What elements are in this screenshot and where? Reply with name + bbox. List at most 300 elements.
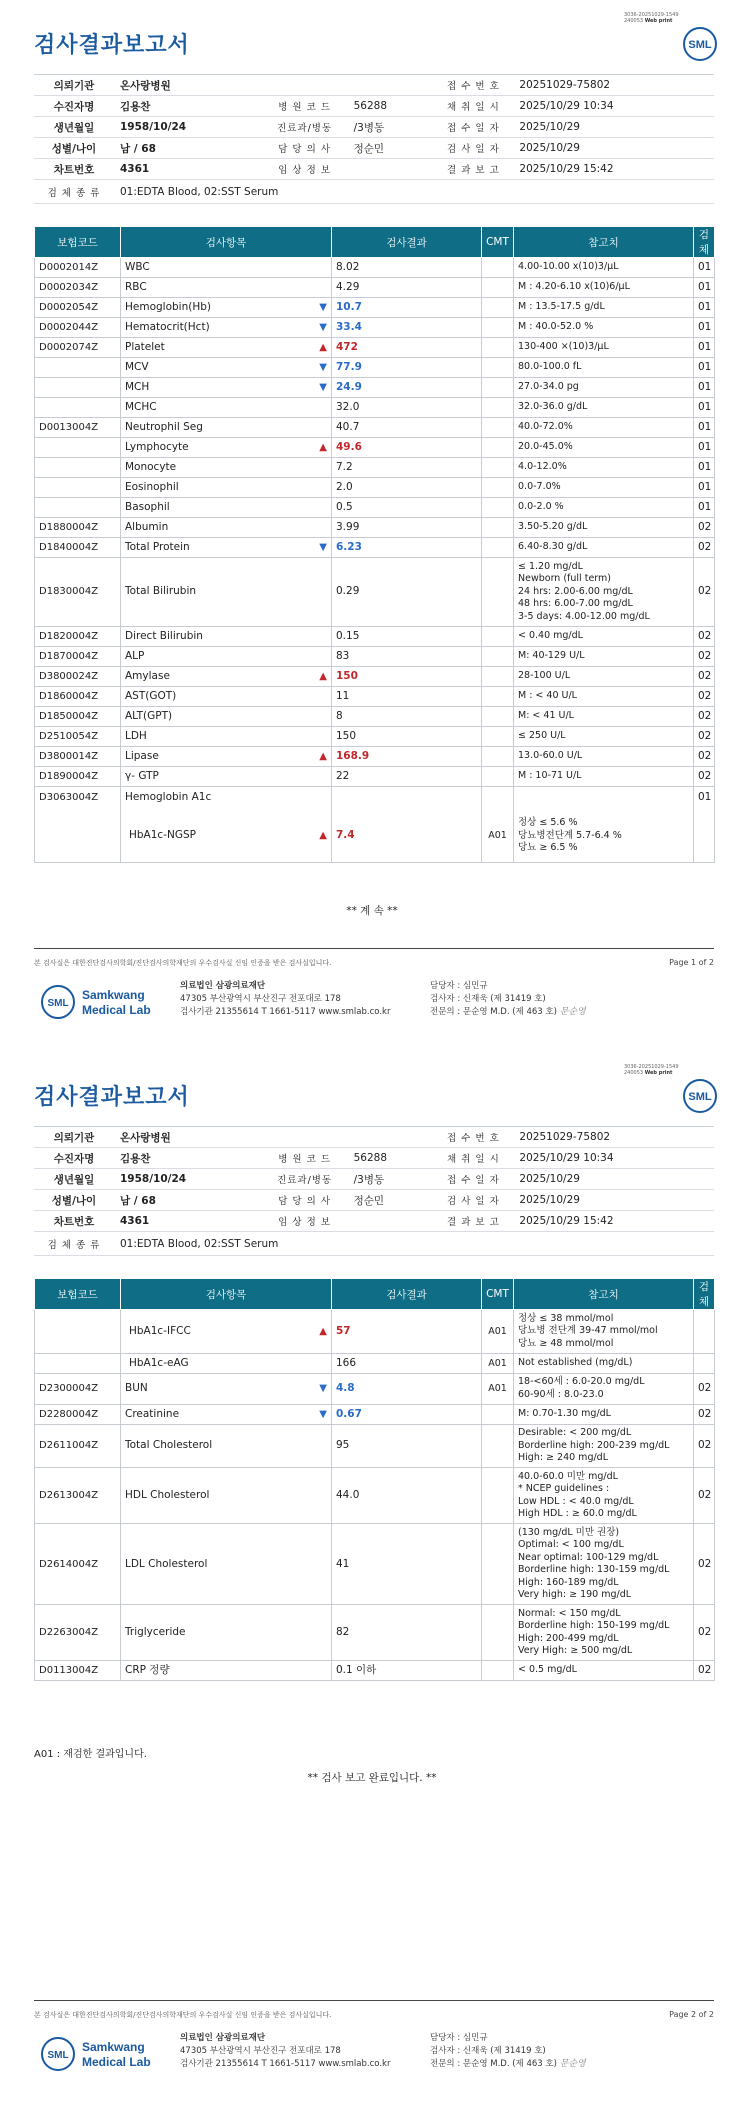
- test-ref: M: 40-129 U/L: [514, 646, 694, 666]
- report-time-label: 결 과 보 고: [433, 1211, 513, 1232]
- test-seq: 01: [694, 438, 715, 458]
- test-cmt: [482, 1524, 514, 1605]
- test-seq: 02: [694, 1661, 715, 1681]
- test-item: Hematocrit(Hct) ▼: [121, 318, 332, 338]
- test-code: D0002074Z: [35, 338, 121, 358]
- hba1c-ngsp-name: HbA1c-NGSP: [129, 829, 196, 842]
- report-title: 검사결과보고서: [34, 33, 190, 58]
- test-code: [35, 378, 121, 398]
- test-code: [35, 438, 121, 458]
- result-row: [35, 458, 715, 478]
- test-result: 0.1 이하: [332, 1661, 482, 1681]
- flag-up-icon: ▲: [319, 1325, 327, 1337]
- test-seq: 02: [694, 626, 715, 646]
- page-number: Page 2 of 2: [669, 2010, 714, 2019]
- test-item: BUN ▼: [121, 1373, 332, 1404]
- test-code: D0013004Z: [35, 418, 121, 438]
- test-code: D1840004Z: [35, 538, 121, 558]
- dob-value: 1958/10/24: [114, 117, 262, 138]
- test-date-value: 2025/10/29: [513, 138, 714, 159]
- test-seq: 01: [694, 458, 715, 478]
- test-result: 166: [332, 1353, 482, 1373]
- specimen-label: 검 체 종 류: [34, 180, 114, 204]
- test-result: 3.99: [332, 518, 482, 538]
- test-seq: [694, 1353, 715, 1373]
- result-row: [35, 518, 715, 538]
- test-seq: 02: [694, 686, 715, 706]
- test-result: 0.15: [332, 626, 482, 646]
- svg-text:Samkwang: Samkwang: [82, 2040, 145, 2054]
- test-cmt: [482, 646, 514, 666]
- test-item: Total Cholesterol: [121, 1424, 332, 1468]
- doctor-value: 정순민: [348, 138, 434, 159]
- test-cmt: [482, 1605, 514, 1661]
- patient-info-table: [34, 74, 714, 204]
- sml-logo-icon: [682, 26, 718, 62]
- test-cmt: [482, 666, 514, 686]
- test-ref: M: < 41 U/L: [514, 706, 694, 726]
- test-code: D0002034Z: [35, 278, 121, 298]
- test-ref: 80.0-100.0 fL: [514, 358, 694, 378]
- test-cmt: [482, 438, 514, 458]
- test-ref: M : 4.20-6.10 x(10)6/μL: [514, 278, 694, 298]
- test-result: 82: [332, 1605, 482, 1661]
- result-row: [35, 1310, 715, 1354]
- test-item: MCH ▼: [121, 378, 332, 398]
- result-row: [35, 438, 715, 458]
- test-result: 150: [332, 726, 482, 746]
- test-code: D1820004Z: [35, 626, 121, 646]
- test-cmt: [482, 1404, 514, 1424]
- test-cmt: [482, 538, 514, 558]
- test-result: 33.4: [332, 318, 482, 338]
- test-item: WBC: [121, 258, 332, 278]
- chart-value: 4361: [114, 1211, 262, 1232]
- test-code: [35, 458, 121, 478]
- test-result: 4.29: [332, 278, 482, 298]
- test-item: Lymphocyte ▲: [121, 438, 332, 458]
- test-result: 24.9: [332, 378, 482, 398]
- test-seq: 02: [694, 1404, 715, 1424]
- test-cmt: A01: [482, 1310, 514, 1354]
- result-row: [35, 706, 715, 726]
- test-code: D1870004Z: [35, 646, 121, 666]
- hosp-code-label: 병 원 코 드: [262, 1148, 348, 1169]
- test-date-value: 2025/10/29: [513, 1190, 714, 1211]
- test-cmt: [482, 1661, 514, 1681]
- test-code: D3800024Z: [35, 666, 121, 686]
- test-date-label: 검 사 일 자: [433, 138, 513, 159]
- result-row: [35, 746, 715, 766]
- test-seq: 02: [694, 1605, 715, 1661]
- recheck-note: A01 : 재검한 결과입니다.: [34, 1749, 147, 1760]
- test-cmt: [482, 378, 514, 398]
- hosp-code-value: 56288: [348, 96, 434, 117]
- test-cmt: [482, 418, 514, 438]
- patient-value: 김용찬: [114, 96, 262, 117]
- test-seq: 01: [694, 258, 715, 278]
- patient-info-table: [34, 1126, 714, 1256]
- footer-cert: 본 검사실은 대한진단검사의학회/진단검사의학재단의 우수검사실 신임 인증을 받은 검사실입니다.: [34, 959, 332, 967]
- result-row: [35, 1373, 715, 1404]
- test-item: HDL Cholesterol: [121, 1468, 332, 1524]
- test-item: Neutrophil Seg: [121, 418, 332, 438]
- flag-up-icon: ▲: [319, 342, 327, 353]
- specimen-value: 01:EDTA Blood, 02:SST Serum: [114, 1232, 714, 1256]
- test-ref: Normal: < 150 mg/dL Borderline high: 150-199 mg/dL High: 200-499 mg/dL Very High: ≥ 500 mg/dL: [514, 1605, 694, 1661]
- result-row: [35, 358, 715, 378]
- test-result: 150: [332, 666, 482, 686]
- test-cmt: [482, 338, 514, 358]
- sexage-value: 남 / 68: [114, 138, 262, 159]
- test-seq: 02: [694, 518, 715, 538]
- test-item: Platelet ▲: [121, 338, 332, 358]
- test-result: 7.2: [332, 458, 482, 478]
- test-ref: < 0.40 mg/dL: [514, 626, 694, 646]
- test-seq: 01: [694, 358, 715, 378]
- test-cmt: [482, 258, 514, 278]
- test-seq: 02: [694, 1468, 715, 1524]
- test-result: 6.23: [332, 538, 482, 558]
- test-ref: (130 mg/dL 미만 권장) Optimal: < 100 mg/dL Near optimal: 100-129 mg/dL Borderline high: 130-159 mg/dL High: 160-189 mg/dL Very high: ≥ 190 mg/dL: [514, 1524, 694, 1605]
- test-cmt: [482, 686, 514, 706]
- patient-value: 김용찬: [114, 1148, 262, 1169]
- test-seq: 02: [694, 646, 715, 666]
- clinical-value: [348, 159, 434, 180]
- recv-value: 20251029-75802: [513, 75, 714, 96]
- flag-down-icon: ▼: [319, 302, 327, 313]
- footer-org: 의료법인 삼광의료재단 47305 부산광역시 부산진구 전포대로 178 검사기관 21355614 T 1661-5117 www.smlab.co.kr: [180, 2033, 391, 2069]
- test-cmt: A01: [482, 1373, 514, 1404]
- test-ref: 13.0-60.0 U/L: [514, 746, 694, 766]
- specimen-label: 검 체 종 류: [34, 1232, 114, 1256]
- result-row: [35, 1468, 715, 1524]
- test-seq: 02: [694, 746, 715, 766]
- test-result: 10.7: [332, 298, 482, 318]
- flag-up-icon: ▲: [319, 670, 327, 682]
- test-code: D1890004Z: [35, 766, 121, 786]
- svg-text:Medical Lab: Medical Lab: [82, 1003, 151, 1017]
- test-seq: 01: [694, 318, 715, 338]
- test-cmt: [482, 358, 514, 378]
- sml-logo-text: SML: [688, 39, 712, 51]
- test-ref: M : 10-71 U/L: [514, 766, 694, 786]
- svg-text:Medical Lab: Medical Lab: [82, 2055, 151, 2069]
- collect-value: 2025/10/29 10:34: [513, 1148, 714, 1169]
- hba1c-ngsp-row: [35, 810, 715, 862]
- test-result: 32.0: [332, 398, 482, 418]
- result-row: [35, 1661, 715, 1681]
- test-ref: 32.0-36.0 g/dL: [514, 398, 694, 418]
- sml-logo-icon: [682, 1078, 718, 1114]
- test-result: 0.29: [332, 558, 482, 627]
- footer-org: 의료법인 삼광의료재단 47305 부산광역시 부산진구 전포대로 178 검사기관 21355614 T 1661-5117 www.smlab.co.kr: [180, 981, 391, 1017]
- recv-date-value: 2025/10/29: [513, 1169, 714, 1190]
- test-result: 83: [332, 646, 482, 666]
- test-code: D2280004Z: [35, 1404, 121, 1424]
- test-ref: M : 13.5-17.5 g/dL: [514, 298, 694, 318]
- report-title: 검사결과보고서: [34, 1085, 190, 1110]
- result-row: [35, 538, 715, 558]
- test-seq: 02: [694, 726, 715, 746]
- result-row: [35, 418, 715, 438]
- test-item: Direct Bilirubin: [121, 626, 332, 646]
- col-ref: 참고치: [514, 1279, 694, 1310]
- test-item: ALP: [121, 646, 332, 666]
- test-item: HbA1c-eAG: [121, 1353, 332, 1373]
- test-ref: 20.0-45.0%: [514, 438, 694, 458]
- flag-up-icon: ▲: [319, 750, 327, 762]
- dept-label: 진료과/병동: [262, 117, 348, 138]
- test-code: D2263004Z: [35, 1605, 121, 1661]
- test-seq: 01: [694, 398, 715, 418]
- test-code: D2614004Z: [35, 1524, 121, 1605]
- recv-label: 접 수 번 호: [433, 1127, 513, 1148]
- test-code: D0002044Z: [35, 318, 121, 338]
- test-item: LDL Cholesterol: [121, 1524, 332, 1605]
- svg-text:SML: SML: [47, 998, 69, 1009]
- test-ref: Not established (mg/dL): [514, 1353, 694, 1373]
- collect-label: 채 취 일 시: [433, 96, 513, 117]
- sexage-label: 성별/나이: [34, 1190, 114, 1211]
- test-result: 77.9: [332, 358, 482, 378]
- test-item: Total Protein ▼: [121, 538, 332, 558]
- report-complete-mark: ** 검사 보고 완료입니다. **: [307, 1772, 437, 1784]
- test-seq: 02: [694, 706, 715, 726]
- continue-mark: ** 계 속 **: [346, 905, 398, 917]
- svg-text:SML: SML: [47, 2050, 69, 2061]
- test-result: 41: [332, 1524, 482, 1605]
- hba1c-item: Hemoglobin A1c: [121, 786, 332, 810]
- signature-mark: 문순영: [559, 2059, 586, 2069]
- chart-value: 4361: [114, 159, 262, 180]
- test-seq: 01: [694, 338, 715, 358]
- dob-value: 1958/10/24: [114, 1169, 262, 1190]
- test-item: AST(GOT): [121, 686, 332, 706]
- result-row: [35, 318, 715, 338]
- recv-date-label: 접 수 일 자: [433, 117, 513, 138]
- test-ref: 4.00-10.00 x(10)3/μL: [514, 258, 694, 278]
- clinical-label: 임 상 정 보: [262, 1211, 348, 1232]
- result-row: [35, 258, 715, 278]
- flag-down-icon: ▼: [319, 322, 327, 333]
- test-code: D2611004Z: [35, 1424, 121, 1468]
- test-ref: 6.40-8.30 g/dL: [514, 538, 694, 558]
- sexage-label: 성별/나이: [34, 138, 114, 159]
- result-row: [35, 1353, 715, 1373]
- test-item: Lipase ▲: [121, 746, 332, 766]
- report-time-value: 2025/10/29 15:42: [513, 159, 714, 180]
- flag-down-icon: ▼: [319, 1408, 327, 1420]
- dob-label: 생년월일: [34, 1169, 114, 1190]
- test-seq: 02: [694, 766, 715, 786]
- hosp-code-label: 병 원 코 드: [262, 96, 348, 117]
- test-code: D2300004Z: [35, 1373, 121, 1404]
- test-result: 49.6: [332, 438, 482, 458]
- test-code: [35, 498, 121, 518]
- inst-label: 의뢰기관: [34, 1127, 114, 1148]
- result-row: [35, 398, 715, 418]
- footer-signers: 담당자 : 심민규 검사자 : 신재욱 (제 31419 호) 전문의 : 문순영 M.D. (제 463 호) 문순영: [430, 981, 586, 1017]
- hba1c-ngsp-ref: 정상 ≤ 5.6 % 당뇨병전단계 5.7-6.4 % 당뇨 ≥ 6.5 %: [514, 810, 694, 862]
- flag-down-icon: ▼: [319, 382, 327, 393]
- result-row: [35, 298, 715, 318]
- test-ref: Desirable: < 200 mg/dL Borderline high: 200-239 mg/dL High: ≥ 240 mg/dL: [514, 1424, 694, 1468]
- test-code: [35, 1353, 121, 1373]
- test-ref: 0.0-2.0 %: [514, 498, 694, 518]
- test-item: Eosinophil: [121, 478, 332, 498]
- flag-up-icon: ▲: [319, 442, 327, 453]
- svg-text:Samkwang: Samkwang: [82, 988, 145, 1002]
- flag-down-icon: ▼: [319, 362, 327, 373]
- inst-value: 온사랑병원: [114, 1127, 433, 1148]
- test-code: D2510054Z: [35, 726, 121, 746]
- col-code: 보험코드: [35, 1279, 121, 1310]
- test-item: Basophil: [121, 498, 332, 518]
- test-code: D1850004Z: [35, 706, 121, 726]
- results-table-page-1: [34, 226, 715, 863]
- report-time-value: 2025/10/29 15:42: [513, 1211, 714, 1232]
- test-seq: 02: [694, 1524, 715, 1605]
- patient-label: 수진자명: [34, 96, 114, 117]
- test-ref: 27.0-34.0 pg: [514, 378, 694, 398]
- test-item: MCHC: [121, 398, 332, 418]
- test-code: D0002054Z: [35, 298, 121, 318]
- result-row: [35, 1605, 715, 1661]
- inst-label: 의뢰기관: [34, 75, 114, 96]
- result-row: [35, 1424, 715, 1468]
- test-result: 40.7: [332, 418, 482, 438]
- col-code: 보험코드: [35, 227, 121, 258]
- test-cmt: [482, 498, 514, 518]
- col-item: 검사항목: [121, 227, 332, 258]
- test-code: D1830004Z: [35, 558, 121, 627]
- test-code: D0002014Z: [35, 258, 121, 278]
- report-page-2: [0, 1052, 744, 2104]
- test-ref: M : 40.0-52.0 %: [514, 318, 694, 338]
- test-ref: M : < 40 U/L: [514, 686, 694, 706]
- test-code: D1860004Z: [35, 686, 121, 706]
- test-code: [35, 358, 121, 378]
- inst-value: 온사랑병원: [114, 75, 433, 96]
- results-table-page-2: [34, 1278, 715, 1681]
- print-id: 3036-20251029-1549 240053 Web print: [624, 1064, 679, 1076]
- test-cmt: [482, 518, 514, 538]
- col-cmt: CMT: [482, 227, 514, 258]
- test-item: ALT(GPT): [121, 706, 332, 726]
- hba1c-row: [35, 786, 715, 810]
- test-ref: 40.0-72.0%: [514, 418, 694, 438]
- test-cmt: [482, 458, 514, 478]
- test-ref: 130-400 ×(10)3/μL: [514, 338, 694, 358]
- test-result: 168.9: [332, 746, 482, 766]
- result-row: [35, 686, 715, 706]
- test-result: 11: [332, 686, 482, 706]
- clinical-label: 임 상 정 보: [262, 159, 348, 180]
- test-ref: ≤ 250 U/L: [514, 726, 694, 746]
- test-item: Albumin: [121, 518, 332, 538]
- test-cmt: [482, 746, 514, 766]
- specimen-value: 01:EDTA Blood, 02:SST Serum: [114, 180, 714, 204]
- hba1c-ngsp-cmt: A01: [482, 810, 514, 862]
- chart-label: 차트번호: [34, 159, 114, 180]
- test-cmt: [482, 278, 514, 298]
- signature-mark: 문순영: [559, 1007, 586, 1017]
- clinical-value: [348, 1211, 434, 1232]
- col-seq: 검체: [694, 227, 715, 258]
- test-cmt: [482, 726, 514, 746]
- footer-divider: [34, 2000, 714, 2001]
- test-cmt: [482, 318, 514, 338]
- report-time-label: 결 과 보 고: [433, 159, 513, 180]
- test-code: [35, 1310, 121, 1354]
- test-seq: 01: [694, 418, 715, 438]
- result-row: [35, 1404, 715, 1424]
- doctor-value: 정순민: [348, 1190, 434, 1211]
- patient-label: 수진자명: [34, 1148, 114, 1169]
- sml-logo-text: SML: [688, 1091, 712, 1103]
- test-seq: 01: [694, 378, 715, 398]
- test-result: 8.02: [332, 258, 482, 278]
- test-seq: 02: [694, 538, 715, 558]
- test-code: [35, 398, 121, 418]
- test-ref: 3.50-5.20 g/dL: [514, 518, 694, 538]
- page-number: Page 1 of 2: [669, 958, 714, 967]
- col-result: 검사결과: [332, 227, 482, 258]
- test-ref: 4.0-12.0%: [514, 458, 694, 478]
- footer-divider: [34, 948, 714, 949]
- test-result: 22: [332, 766, 482, 786]
- hosp-code-value: 56288: [348, 1148, 434, 1169]
- test-item: HbA1c-IFCC ▲: [121, 1310, 332, 1354]
- test-result: 0.67: [332, 1404, 482, 1424]
- test-result: 44.0: [332, 1468, 482, 1524]
- test-cmt: [482, 626, 514, 646]
- test-item: CRP 정량: [121, 1661, 332, 1681]
- test-item: Hemoglobin(Hb) ▼: [121, 298, 332, 318]
- doctor-label: 담 당 의 사: [262, 138, 348, 159]
- col-item: 검사항목: [121, 1279, 332, 1310]
- test-cmt: [482, 706, 514, 726]
- test-result: 57: [332, 1310, 482, 1354]
- test-cmt: [482, 478, 514, 498]
- test-ref: 28-100 U/L: [514, 666, 694, 686]
- print-id: 3036-20251029-1549 240053 Web print: [624, 12, 679, 24]
- test-ref: M: 0.70-1.30 mg/dL: [514, 1404, 694, 1424]
- test-item: Amylase ▲: [121, 666, 332, 686]
- test-seq: [694, 1310, 715, 1354]
- test-cmt: [482, 766, 514, 786]
- test-seq: 01: [694, 278, 715, 298]
- samkwang-logo-icon: [40, 980, 190, 1024]
- col-seq: 검체: [694, 1279, 715, 1310]
- test-cmt: [482, 398, 514, 418]
- test-code: D1880004Z: [35, 518, 121, 538]
- dob-label: 생년월일: [34, 117, 114, 138]
- test-cmt: [482, 558, 514, 627]
- hba1c-code: D3063004Z: [35, 786, 121, 862]
- result-row: [35, 378, 715, 398]
- collect-value: 2025/10/29 10:34: [513, 96, 714, 117]
- recv-date-label: 접 수 일 자: [433, 1169, 513, 1190]
- result-row: [35, 478, 715, 498]
- test-ref: 정상 ≤ 38 mmol/mol 당뇨병 전단계 39-47 mmol/mol 당뇨 ≥ 48 mmol/mol: [514, 1310, 694, 1354]
- flag-down-icon: ▼: [319, 542, 327, 553]
- test-seq: 01: [694, 298, 715, 318]
- recv-date-value: 2025/10/29: [513, 117, 714, 138]
- test-seq: 02: [694, 558, 715, 627]
- test-item: MCV ▼: [121, 358, 332, 378]
